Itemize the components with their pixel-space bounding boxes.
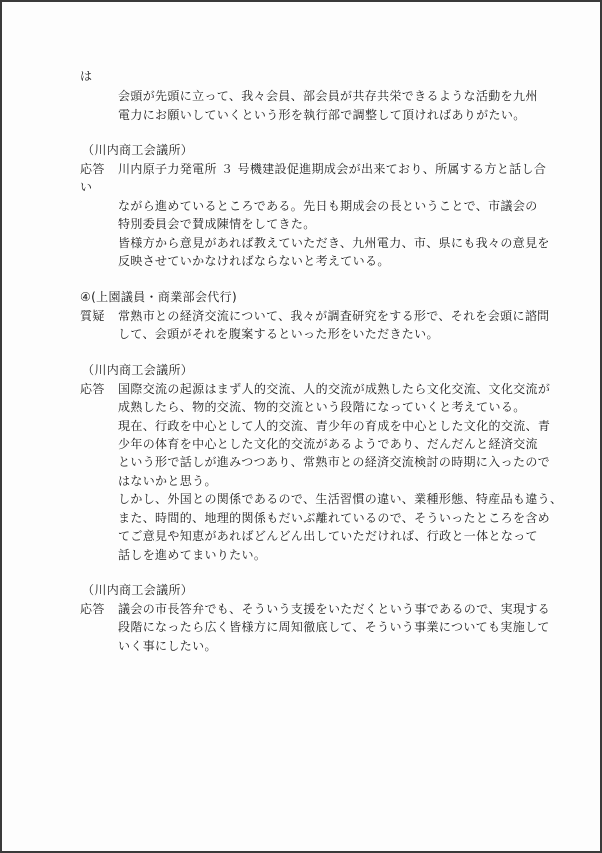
text-line: また、時間的、地理的関係もだいぶ離れているので、そういったところを含め <box>118 511 551 525</box>
text-line: 話しを進めてまいりたい。 <box>118 548 267 562</box>
text-line: という形で話しが進みつつあり、常熟市との経済交流検討の時期に入ったので <box>118 455 551 469</box>
text-line: 少年の体育を中心とした文化的交流があるようであり、だんだんと経済交流 <box>118 437 538 451</box>
wrapped-char: い <box>80 180 93 194</box>
text-line: しかし、外国との関係であるので、生活習慣の違い、業種形態、特産品も違う、 <box>118 492 563 506</box>
response-label: 応答 <box>80 162 105 176</box>
text-line: 国際交流の起源はまず人的交流、人的交流が成熟したら文化交流、文化交流が <box>118 382 551 396</box>
text-line: 川内原子力発電所 ３ 号機建設促進期成会が出来ており、所属する方と話し合 <box>118 162 547 176</box>
text-line: 議会の市長答弁でも、そういう支援をいただくという事であるので、実現する <box>118 602 551 616</box>
text-line: 特別委員会で賛成陳情をしてきた。 <box>118 217 316 231</box>
speaker-heading: （川内商工会議所） <box>82 583 194 597</box>
line-label: は <box>80 69 93 83</box>
text-line: 常熟市との経済交流について、我々が調査研究をする形で、それを会頭に諮問 <box>118 309 550 323</box>
question-label: 質疑 <box>80 309 105 323</box>
text-line: 皆様方から意見があれば教えていただき、九州電力、市、県にも我々の意見を <box>118 236 550 250</box>
text-line: 現在、行政を中心として人的交流、青少年の育成を中心とした文化的交流、青 <box>118 419 551 433</box>
text-line: ながら進めているところである。先日も期成会の長ということで、市議会の <box>118 199 538 213</box>
text-line: 会頭が先頭に立って、我々会員、部会員が共存共栄できるような活動を九州 <box>118 89 538 103</box>
text-line: 成熟したら、物的交流、物的交流という段階になっていくと考えている。 <box>118 400 526 414</box>
response-label: 応答 <box>80 382 105 396</box>
speaker-heading: （川内商工会議所） <box>82 363 194 377</box>
text-line: 電力にお願いしていくという形を執行部で調整して頂ければありがたい。 <box>118 108 526 122</box>
text-line: 段階になったら広く皆様方に周知徹底して、そういう事業についても実施して <box>118 620 550 634</box>
text-line: てご意見や知恵があればどんどん出していただければ、行政と一体となって <box>118 529 538 543</box>
response-label: 応答 <box>80 602 105 616</box>
text-line: して、会頭がそれを腹案するといった形をいただきたい。 <box>118 327 439 341</box>
speaker-heading: （川内商工会議所） <box>82 143 194 157</box>
speaker-heading: ④(上園議員・商業部会代行) <box>80 290 238 304</box>
text-line: はないかと思う。 <box>118 474 217 488</box>
text-line: 反映させていかなければならないと考えている。 <box>118 254 390 268</box>
text-line: いく事にしたい。 <box>118 639 217 653</box>
